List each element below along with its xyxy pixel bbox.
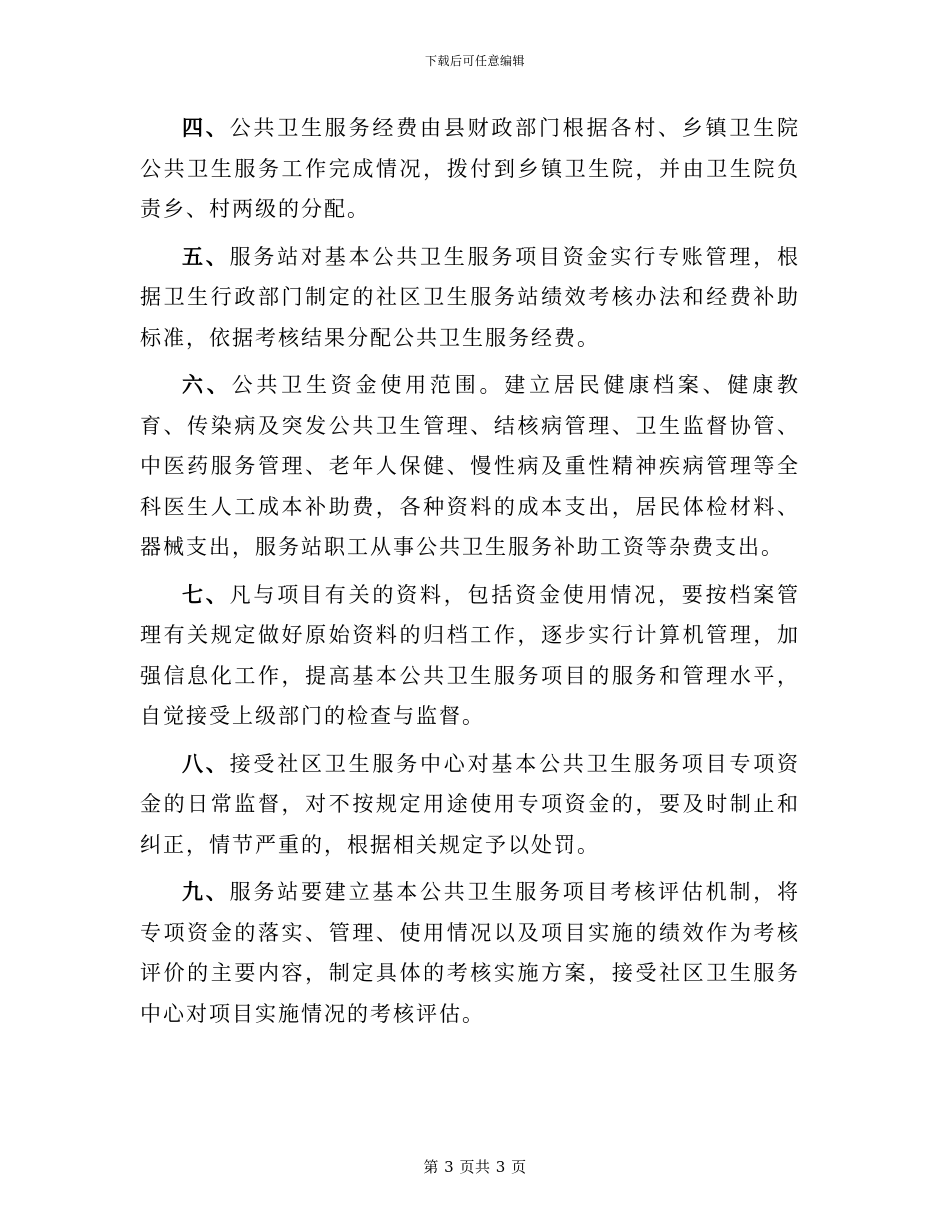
paragraph-six <box>140 365 800 568</box>
paragraph-text: 公共卫生服务经费由县财政部门根据各村、乡镇卫生院公共卫生服务工作完成情况，拨付到乡镇卫生院，并由卫生院负责乡、村两级的分配。 <box>140 116 801 221</box>
paragraph-number: 五、 <box>182 243 230 269</box>
paragraph-eight <box>140 744 800 866</box>
paragraph-number: 八、 <box>182 750 230 776</box>
paragraph-number: 七、 <box>182 581 230 607</box>
paragraph-text: 服务站对基本公共卫生服务项目资金实行专账管理，根据卫生行政部门制定的社区卫生服务站绩效考核办法和经费补助标准，依据考核结果分配公共卫生服务经费。 <box>140 244 801 350</box>
paragraph-text: 凡与项目有关的资料，包括资金使用情况，要按档案管理有关规定做好原始资料的归档工作，逐步实行计算机管理，加强信息化工作，提高基本公共卫生服务项目的服务和管理水平，自觉接受上级部门的检查与监督。 <box>140 582 801 728</box>
paragraph-number: 四、 <box>182 115 230 140</box>
paragraph-text: 服务站要建立基本公共卫生服务项目考核评估机制，将专项资金的落实、管理、使用情况以及项目实施的绩效作为考核评价的主要内容，制定具体的考核实施方案，接受社区卫生服务中心对项目实施情况的考核评估。 <box>140 880 801 1026</box>
paragraph-text: 接受社区卫生服务中心对基本公共卫生服务项目专项资金的日常监督，对不按规定用途使用专项资金的，要及时制止和纠正，情节严重的，根据相关规定予以处罚。 <box>140 751 801 857</box>
document-body <box>140 108 800 1041</box>
paragraph-text: 公共卫生资金使用范围。建立居民健康档案、健康教育、传染病及突发公共卫生管理、结核病管理、卫生监督协管、中医药服务管理、老年人保健、慢性病及重性精神疾病管理等全科医生人工成本补助费，各种资料的成本支出，居民体检材料、器械支出，服务站职工从事公共卫生服务补助工资等杂费支出。 <box>140 373 801 559</box>
page-footer: 第 3 页共 3 页 <box>423 1158 527 1176</box>
paragraph-four <box>140 108 800 230</box>
paragraph-number: 六、 <box>182 372 232 397</box>
paragraph-seven <box>140 575 800 737</box>
paragraph-five <box>140 237 800 359</box>
paragraph-number: 九、 <box>182 879 230 904</box>
page-header: 下载后可任意编辑 <box>424 54 525 68</box>
paragraph-nine <box>140 872 800 1034</box>
